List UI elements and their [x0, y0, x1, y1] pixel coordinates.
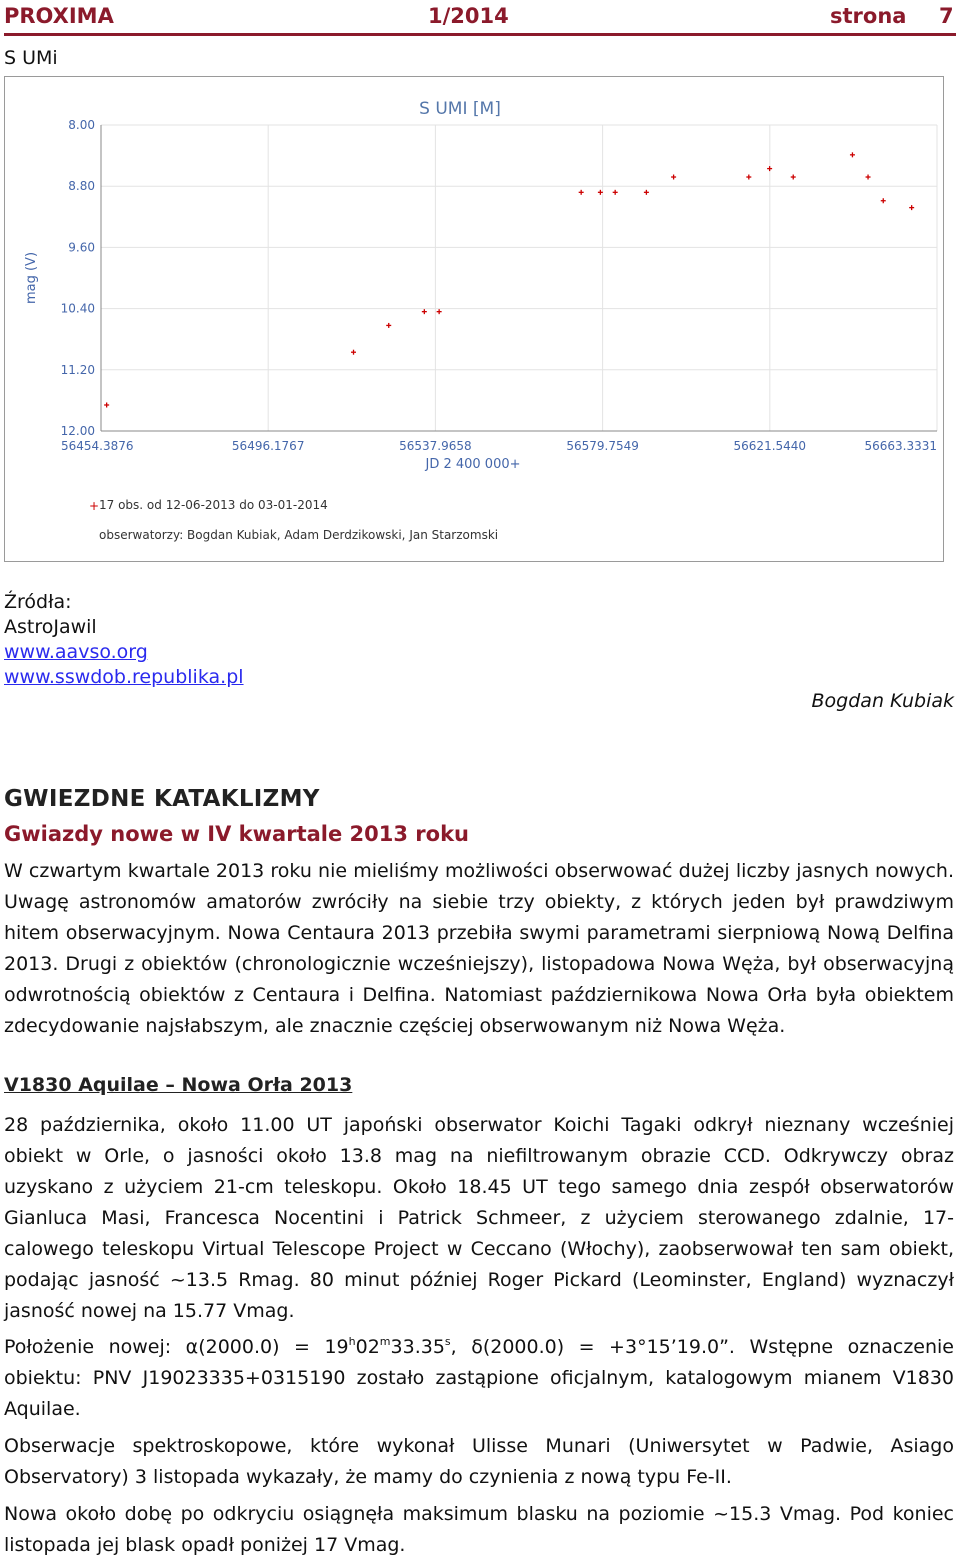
y-tick-label: 12.00 — [60, 424, 95, 438]
sources-block — [4, 590, 244, 690]
discovery-text: 28 października, około 11.00 UT japoński obserwator Koichi Tagaki odkrył nieznany wcześniej obiekt w Orle, o jasności około 13.8 mag na niefiltrowanym obrazie CCD. Odkrywczy obraz uzyskano z użyciem 21-cm teleskopu. Około 18.45 UT tego samego dnia zespół obserwatorów Gianluca Masi, Francesca Nocentini i Patrick Schmeer, z użyciem sterowanego zdalnie, 17-calowego teleskopu Virtual Telescope Project w Ceccano (Włochy), zaobserwował ten sam obiekt, podając jasność ~13.5 Rmag. 80 minut później Roger Pickard (Leominster, England) wyznaczył jasność nowej na 15.77 Vmag. — [4, 1114, 954, 1322]
source-item: AstroJawil — [4, 616, 97, 638]
discovery-paragraph — [4, 1110, 954, 1327]
intro-paragraph — [4, 856, 954, 1042]
x-tick-label: 56537.9658 — [399, 439, 472, 453]
y-tick-label: 9.60 — [68, 240, 95, 255]
y-tick-label: 8.00 — [68, 118, 95, 132]
spectroscopy-paragraph — [4, 1431, 954, 1493]
legend-marker: + — [89, 499, 100, 513]
chart-title: S UMI [M] — [419, 99, 501, 119]
light-curve-svg — [5, 77, 943, 561]
x-tick-label: 56579.7549 — [566, 439, 639, 453]
light-curve-chart — [4, 76, 944, 562]
y-tick-label: 11.20 — [60, 362, 95, 377]
article-title: GWIEZDNE KATAKLIZMY — [4, 786, 320, 812]
legend-text: 17 obs. od 12-06-2013 do 03-01-2014 — [99, 498, 328, 512]
article-subtitle: Gwiazdy nowe w IV kwartale 2013 roku — [4, 822, 469, 846]
position-paragraph — [4, 1332, 954, 1425]
x-tick-label: 56621.5440 — [733, 439, 807, 453]
x-tick-label: 56663.3331 — [864, 439, 937, 453]
position-text: Położenie nowej: $\alpha(2000.0) = 19^h02^m33.35^s$, δ(2000.0) = +3°15’19.0”. Wstępne oznaczenie obiektu: PNV J19023335+0315190 zostało zastąpione oficjalnym, katalogowym mianem V1830 Aquilae. — [4, 1335, 954, 1420]
source-link-sswdob[interactable]: www.sswdob.republika.pl — [4, 666, 244, 688]
journal-name: PROXIMA — [4, 4, 114, 28]
section-title: V1830 Aquilae – Nowa Orła 2013 — [4, 1074, 353, 1096]
page-label: strona — [830, 4, 907, 28]
page-number: 7 — [939, 4, 954, 28]
observers-text: obserwatorzy: Bogdan Kubiak, Adam Derdzikowski, Jan Starzomski — [99, 528, 499, 542]
header-rule — [4, 33, 956, 36]
page-header — [4, 2, 956, 30]
y-tick-label: 8.80 — [68, 179, 95, 194]
maximum-text: Nowa około dobę po odkryciu osiągnęła maksimum blasku na poziomie ~15.3 Vmag. Pod koniec listopada jej blask opadł poniżej 17 Vmag. — [4, 1503, 954, 1556]
spectroscopy-text: Obserwacje spektroskopowe, które wykonał Ulisse Munari (Uniwersytet w Padwie, Asiago Observatory) 3 listopada wykazały, że mamy do czynienia z nową typu Fe-II. — [4, 1435, 954, 1488]
y-axis-label: mag (V) — [24, 251, 39, 305]
intro-text: W czwartym kwartale 2013 roku nie mieliśmy możliwości obserwować dużej liczby jasnych nowych. Uwagę astronomów amatorów zwróciły na siebie trzy obiekty, z których jeden był prawdziwym hitem obserwacyjnym. Nowa Centaura 2013 przebiła swymi parametrami sierpniową Nową Delfina 2013. Drugi z obiektów (chronologicznie wcześniejszy), listopadowa Nowa Węża, był obserwacyjną odwrotnością obiektów z Centaura i Delfina. Natomiast październikowa Nowa Orła była obiektem zdecydowanie najsłabszym, ale znacznie częściej obserwowanym niż Nowa Węża. — [4, 860, 954, 1037]
sources-label: Źródła: — [4, 591, 72, 613]
y-tick-label: 10.40 — [60, 301, 95, 316]
x-tick-label: 56454.3876 — [61, 439, 134, 453]
x-axis-label: JD 2 400 000+ — [425, 457, 521, 472]
author-name: Bogdan Kubiak — [811, 690, 954, 712]
star-name: S UMi — [4, 47, 58, 69]
issue-number: 1/2014 — [428, 4, 509, 28]
x-tick-label: 56496.1767 — [231, 439, 305, 453]
maximum-paragraph — [4, 1499, 954, 1561]
source-link-aavso[interactable]: www.aavso.org — [4, 641, 148, 663]
